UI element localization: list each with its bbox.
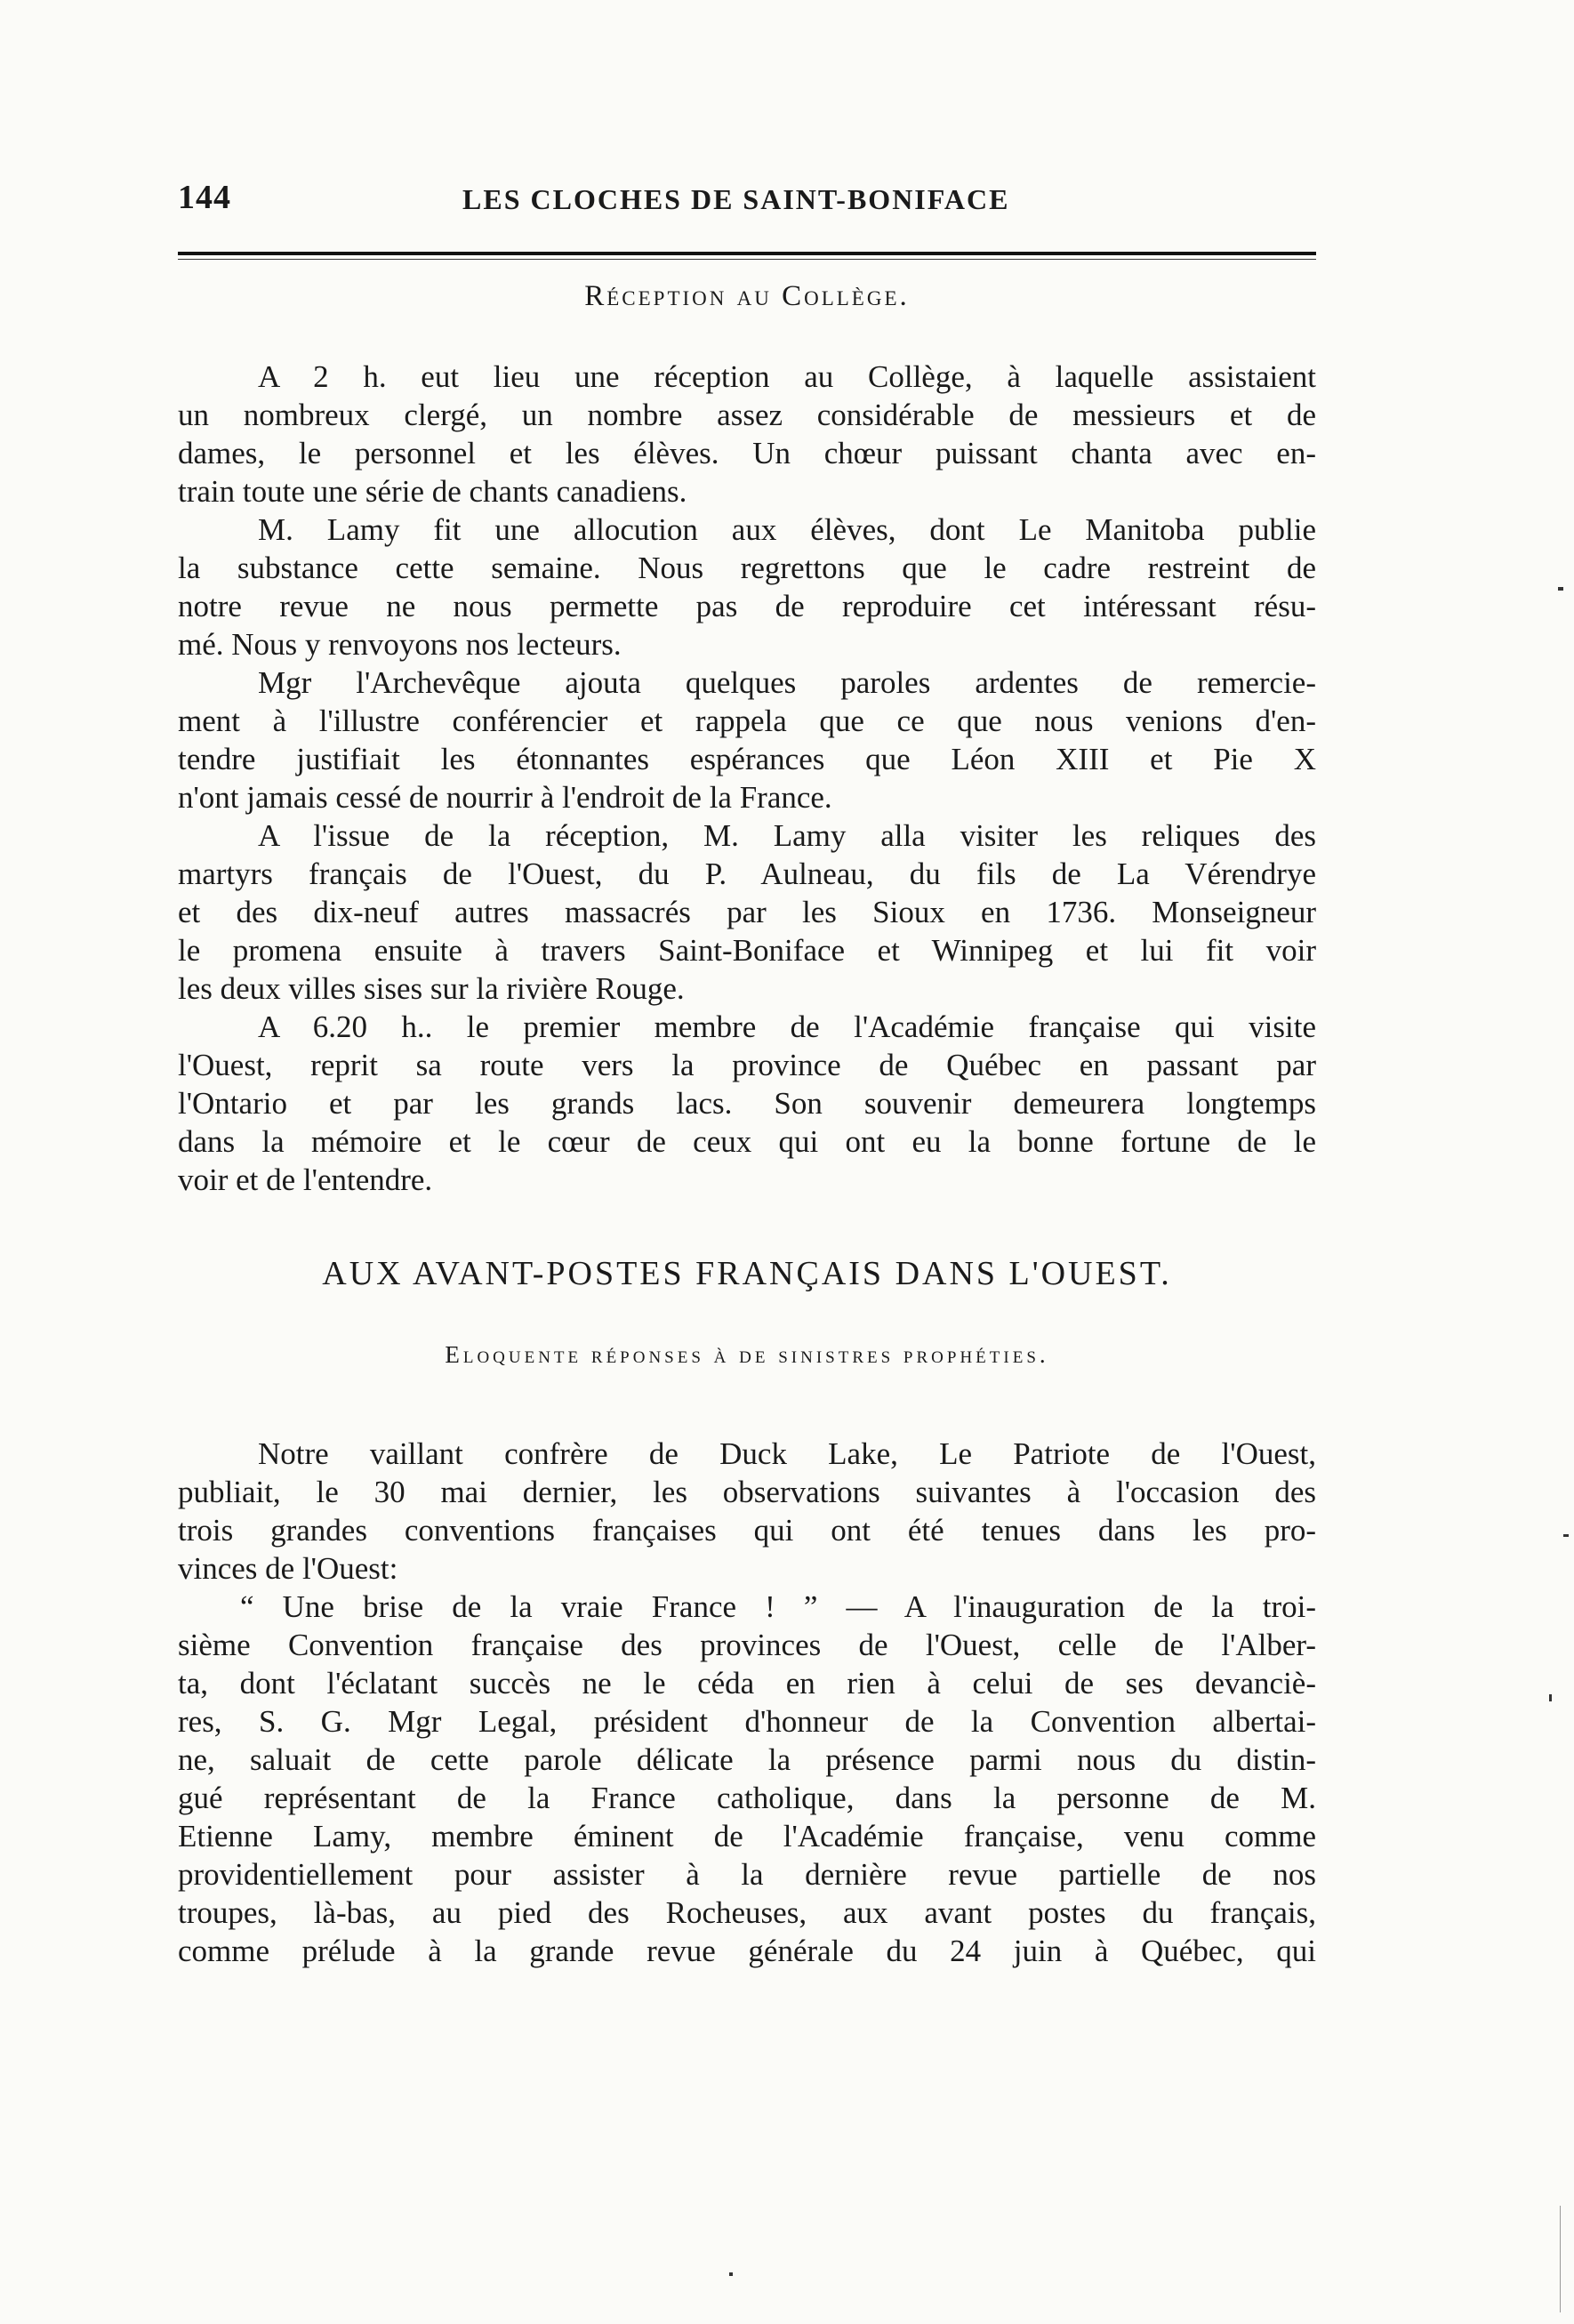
text-line: tendre justifiait les étonnantes espérances que Léon XIII et Pie X: [178, 742, 1316, 776]
text-line: voir et de l'entendre.: [178, 1162, 433, 1197]
section-body-reception: [178, 358, 1316, 1199]
article-subtitle: Eloquente réponses à de sinistres prophéties.: [445, 1341, 1049, 1368]
text-line: “ Une brise de la vraie France ! ” — A l'inauguration de la troi-: [240, 1589, 1316, 1624]
text-line: res, S. G. Mgr Legal, président d'honneur de la Convention albertai-: [178, 1704, 1316, 1739]
text-line: A 2 h. eut lieu une réception au Collège, à laquelle assistaient: [258, 359, 1316, 394]
text-line: et des dix-neuf autres massacrés par les Sioux en 1736. Monseigneur: [178, 895, 1316, 929]
text-line: dames, le personnel et les élèves. Un chœur puissant chanta avec en-: [178, 436, 1316, 470]
text-line: trois grandes conventions françaises qui ont été tenues dans les pro-: [178, 1513, 1316, 1548]
text-line: Mgr l'Archevêque ajouta quelques paroles ardentes de remercie-: [258, 665, 1316, 700]
header-rule-thin: [178, 259, 1316, 260]
scan-speck: [1563, 1534, 1569, 1537]
text-line: vinces de l'Ouest:: [178, 1551, 398, 1586]
text-line: les deux villes sises sur la rivière Rouge.: [178, 971, 685, 1006]
scan-edge-line: [1560, 2206, 1561, 2312]
text-line: mé. Nous y renvoyons nos lecteurs.: [178, 627, 622, 662]
text-line: sième Convention française des provinces de l'Ouest, celle de l'Alber-: [178, 1628, 1316, 1662]
text-line: l'Ouest, reprit sa route vers la province de Québec en passant par: [178, 1048, 1316, 1082]
text-line: ment à l'illustre conférencier et rappela que ce que nous venions d'en-: [178, 704, 1316, 738]
text-line: la substance cette semaine. Nous regrettons que le cadre restreint de: [178, 551, 1316, 585]
text-line: dans la mémoire et le cœur de ceux qui ont eu la bonne fortune de le: [178, 1124, 1316, 1159]
page-number: 144: [178, 179, 231, 216]
text-line: comme prélude à la grande revue générale du 24 juin à Québec, qui: [178, 1934, 1316, 1968]
running-title: LES CLOCHES DE SAINT-BONIFACE: [462, 183, 1010, 215]
section-heading-reception: Réception au Collège.: [584, 280, 910, 312]
text-line: Etienne Lamy, membre éminent de l'Académie française, venu comme: [178, 1819, 1316, 1854]
article-title: AUX AVANT-POSTES FRANÇAIS DANS L'OUEST.: [322, 1255, 1172, 1292]
text-line: n'ont jamais cessé de nourrir à l'endroit de la France.: [178, 780, 832, 815]
text-line: publiait, le 30 mai dernier, les observations suivantes à l'occasion des: [178, 1475, 1316, 1509]
text-line: ta, dont l'éclatant succès ne le céda en rien à celui de ses devanciè-: [178, 1666, 1316, 1701]
text-line: le promena ensuite à travers Saint-Boniface et Winnipeg et lui fit voir: [178, 933, 1316, 968]
article-body: [178, 1435, 1316, 1970]
text-line: un nombreux clergé, un nombre assez considérable de messieurs et de: [178, 398, 1316, 432]
running-head: [178, 178, 1316, 231]
text-line: martyrs français de l'Ouest, du P. Aulneau, du fils de La Vérendrye: [178, 856, 1316, 891]
scan-speck: [1558, 587, 1563, 591]
scan-speck: [1549, 1694, 1552, 1701]
text-line: A 6.20 h.. le premier membre de l'Académie française qui visite: [258, 1009, 1316, 1044]
text-line: A l'issue de la réception, M. Lamy alla visiter les reliques des: [258, 818, 1316, 853]
text-line: ne, saluait de cette parole délicate la présence parmi nous du distin-: [178, 1742, 1316, 1777]
text-line: Notre vaillant confrère de Duck Lake, Le Patriote de l'Ouest,: [258, 1436, 1316, 1471]
text-line: gué représentant de la France catholique, dans la personne de M.: [178, 1781, 1316, 1815]
text-line: l'Ontario et par les grands lacs. Son souvenir demeurera longtemps: [178, 1086, 1316, 1121]
scan-speck: [729, 2272, 733, 2276]
text-line: troupes, là-bas, au pied des Rocheuses, aux avant postes du français,: [178, 1895, 1316, 1930]
text-line: M. Lamy fit une allocution aux élèves, dont Le Manitoba publie: [258, 512, 1316, 547]
text-line: providentiellement pour assister à la dernière revue partielle de nos: [178, 1857, 1316, 1892]
text-line: train toute une série de chants canadiens.: [178, 474, 687, 509]
header-rule: [178, 252, 1316, 255]
text-line: notre revue ne nous permette pas de reproduire cet intéressant résu-: [178, 589, 1316, 623]
